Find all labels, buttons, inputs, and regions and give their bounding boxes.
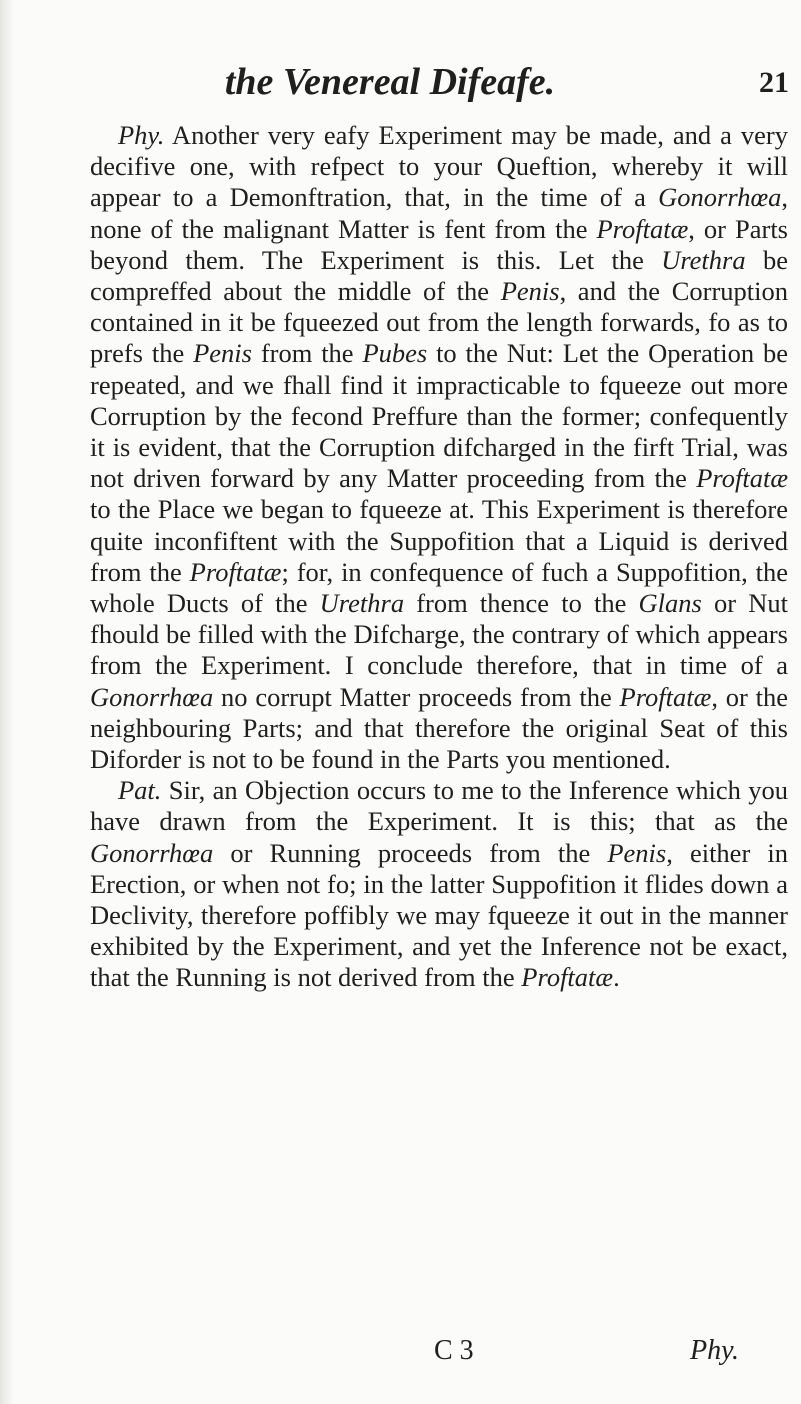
italic-term: Gonorrhœa <box>90 837 214 868</box>
text-run: Another very eafy Experiment may be made, and a very decifive one, with refpect to your Queftion, whereby it will appear to a Demonftration, that, in the time of a <box>90 120 788 213</box>
text-run: be compreffed about the middle of the <box>90 244 788 307</box>
italic-term: Urethra <box>661 244 746 275</box>
text-run: ; for, in confequence of fuch a Suppofition, the whole Ducts of the <box>90 556 788 619</box>
speaker-label: Phy. <box>118 120 165 150</box>
italic-term: Penis <box>500 276 560 307</box>
catchword: Phy. <box>690 1335 739 1366</box>
page-number: 21 <box>759 66 789 99</box>
page-header <box>0 60 801 110</box>
italic-term: Penis <box>193 338 252 369</box>
text-run: , or Parts beyond them. The Experiment is this. Let the <box>90 213 788 275</box>
text-run: , or the neighbouring Parts; and that therefore the original Seat of this Diforder is not to be found in the Parts you mentioned. <box>90 681 788 775</box>
text-run: no corrupt Matter proceeds from the <box>213 681 620 712</box>
italic-term: Proftatæ <box>619 681 712 712</box>
text-run: to the Nut: Let the Operation be repeated, and we fhall find it impracticable to fqueeze out more Corruption by the fecond Preffure than the former; confequently it is evident, that the Corruption difcharged in the firft Trial, was not driven forward by any Matter proceeding from the <box>90 338 788 494</box>
page-footer <box>0 1335 801 1375</box>
italic-term: Gonorrhœa <box>90 681 214 712</box>
italic-term: Proftatæ <box>521 962 614 993</box>
text-run: , either in Erection, or when not fo; in the latter Suppofition it flides down a Declivity, therefore poffibly we may fqueeze it out in the manner exhibited by the Experiment, and yet the Inference not be exact, that the Running is not derived from the <box>90 837 788 993</box>
text-run: or Running proceeds from the <box>213 837 608 868</box>
text-run: , none of the malignant Matter is fent from the <box>90 182 788 244</box>
italic-term: Glans <box>638 588 702 619</box>
text-run: to the Place we began to fqueeze at. This Experiment is therefore quite inconfiftent with the Suppofition that a Liquid is derived from the <box>90 494 788 587</box>
body-text <box>90 120 788 994</box>
text-run: or Nut fhould be filled with the Difcharge, the contrary of which appears from the Experiment. I conclude therefore, that in time of a <box>90 588 788 681</box>
italic-term: Proftatæ <box>596 213 689 244</box>
italic-term: Proftatæ <box>189 556 282 587</box>
speaker-label: Pat. <box>118 775 162 806</box>
italic-term: Proftatæ <box>696 463 788 494</box>
italic-term: Penis <box>607 837 667 868</box>
text-run: Sir, an Objection occurs to me to the Inference which you have drawn from the Experiment. It is this; that as the <box>90 775 788 837</box>
paragraph <box>90 120 788 775</box>
text-run: . <box>613 962 620 993</box>
text-run: from thence to the <box>404 588 639 619</box>
paragraph <box>90 775 788 993</box>
text-run: from the <box>251 338 363 369</box>
signature-mark: C 3 <box>434 1335 474 1366</box>
binding-gutter-shadow <box>0 0 14 1404</box>
text-run: , and the Corruption contained in it be fqueezed out from the length forwards, fo as to prefs the <box>90 276 788 369</box>
italic-term: Pubes <box>362 338 428 369</box>
italic-term: Gonorrhœa <box>658 182 782 213</box>
running-title: the Venereal Difeafe. <box>224 61 556 103</box>
italic-term: Urethra <box>319 588 405 619</box>
